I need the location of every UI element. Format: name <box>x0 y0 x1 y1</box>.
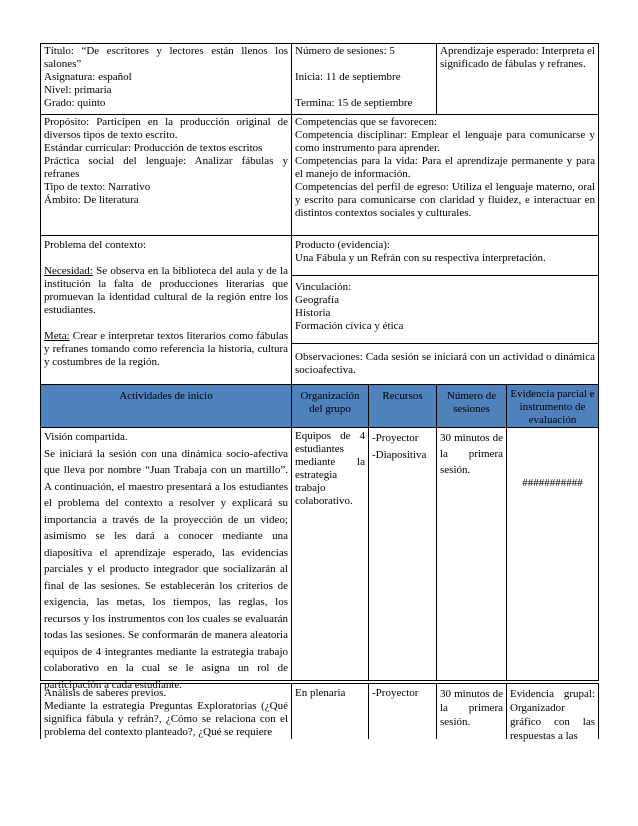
social-practice-text: Práctica social del lenguaje: Analizar fábulas y refranes <box>44 155 288 180</box>
sessions-time-cell <box>436 427 507 681</box>
activity-title: Visión compartida. <box>44 431 128 443</box>
resource-item: -Proyector <box>372 432 419 444</box>
evidence-cell <box>506 683 599 742</box>
goal-paragraph <box>44 330 288 369</box>
goal-label: Meta: <box>44 330 70 342</box>
organization-cell <box>291 427 369 681</box>
competencies-cell <box>291 114 599 236</box>
general-info-cell <box>40 43 292 115</box>
sessions-time-text: 30 minutos de la primera sesión. <box>440 432 503 476</box>
resource-item: -Proyector <box>372 687 419 699</box>
purpose-cell <box>40 114 292 236</box>
evidence-cell <box>506 427 599 681</box>
resources-cell <box>368 683 437 739</box>
linkage-item: Formación cívica y ética <box>295 320 404 332</box>
start-date-text: Inicia: 11 de septiembre <box>295 71 401 83</box>
evidence-text: Evidencia grupal: Organizador gráfico con las respuestas a las <box>510 688 595 742</box>
grade-text: Grado: quinto <box>44 97 106 109</box>
end-date-text: Termina: 15 de septiembre <box>295 97 413 109</box>
goal-text: Crear e interpretar textos literarios como fábulas y refranes tomando como referencia la historia, cultura y costumbres de la región. <box>44 330 288 368</box>
activity-cell <box>40 427 292 691</box>
life-competency-text: Competencias para la vida: Para el aprendizaje permanente y para el manejo de información. <box>295 155 595 180</box>
problem-cell <box>40 235 292 385</box>
linkage-item: Historia <box>295 307 331 319</box>
observations-cell <box>291 343 599 385</box>
header-organization: Organización del grupo <box>291 384 369 428</box>
resource-item: -Diapositiva <box>372 449 427 461</box>
title-text: Título: “De escritores y lectores están llenos los salones” <box>44 45 288 70</box>
product-cell <box>291 235 599 276</box>
product-text: Una Fábula y un Refrán con su respectiva interpretación. <box>295 252 546 264</box>
resources-cell <box>368 427 437 681</box>
header-sessions: Número de sesiones <box>436 384 507 428</box>
linkage-item: Geografía <box>295 294 339 306</box>
text-type-text: Tipo de texto: Narrativo <box>44 181 151 193</box>
expected-learning-text: Aprendizaje esperado: Interpreta el significado de fábulas y refranes. <box>440 45 595 70</box>
standard-text: Estándar curricular: Producción de textos escritos <box>44 142 263 154</box>
sessions-time-cell <box>436 683 507 739</box>
header-resources: Recursos <box>368 384 437 428</box>
level-text: Nivel: primaria <box>44 84 112 96</box>
header-evidence: Evidencia parcial e instrumento de evaluación <box>506 384 599 428</box>
activity-text: Se iniciará la sesión con una dinámica socio-afectiva que lleva por nombre “Juan Trabaja con un martillo”. A continuación, el maestro presentará a los estudiantes el problema del contexto a resolver y explicará su importancia a través de la proyección de un video; asimismo se les dará a conocer mediante una diapositiva el aprendizaje esperado, las evidencias parciales y el producto integrador que socializarán al final de las sesiones. Se establecerán los criterios de exigencia, las metas, los tiempos, las reglas, los recursos y los instrumentos con los cuales se evaluarán todas las sesiones. Se conformarán de manera aleatoria equipos de 4 integrantes mediante la estrategia trabajo colaborativo en la cual se le asigna un rol de participación a cada estudiante. <box>44 447 288 691</box>
linkage-title: Vinculación: <box>295 281 352 293</box>
purpose-text: Propósito: Participen en la producción original de diversos tipos de texto escrito. <box>44 116 288 141</box>
need-paragraph <box>44 265 288 317</box>
expected-learning-cell <box>436 43 599 115</box>
activity-cell <box>40 683 292 739</box>
profile-competency-text: Competencias del perfil de egreso: Utiliza el lenguaje materno, oral y escrito para comunicarse con claridad y fluidez, e interactuar en distintos contextos sociales y culturales. <box>295 181 595 219</box>
need-label: Necesidad: <box>44 265 93 277</box>
competencies-title: Competencias que se favorecen: <box>295 116 438 128</box>
organization-text: En plenaria <box>295 687 346 699</box>
header-activities: Actividades de inicio <box>40 384 292 428</box>
observations-text: Observaciones: Cada sesión se iniciará con un actividad o dinámica socioafectiva. <box>295 351 595 376</box>
activity-title: Análisis de saberes previos. <box>44 687 167 699</box>
scope-text: Ámbito: De literatura <box>44 194 139 206</box>
disciplinary-competency-text: Competencia disciplinar: Emplear el lenguaje para comunicarse y como instrumento para aprender. <box>295 129 595 154</box>
sessions-time-text: 30 minutos de la primera sesión. <box>440 688 503 728</box>
organization-text: Equipos de 4 estudiantes mediante la estrategia trabajo colaborativo. <box>295 430 365 507</box>
evidence-text: ########### <box>522 477 583 489</box>
subject-text: Asignatura: español <box>44 71 132 83</box>
linkage-cell <box>291 275 599 344</box>
product-title: Producto (evidencia): <box>295 239 390 251</box>
problem-title: Problema del contexto: <box>44 239 147 251</box>
sessions-count-text: Número de sesiones: 5 <box>295 45 395 57</box>
organization-cell <box>291 683 369 739</box>
activity-text: Mediante la estrategia Preguntas Exploratorias (¿Qué significa fábula y refrán?, ¿Cómo se relaciona con el problema del contexto planteado?, ¿Qué se requiere <box>44 700 288 738</box>
sessions-cell <box>291 43 437 115</box>
need-text: Se observa en la biblioteca del aula y de la institución la falta de producciones literarias que promuevan la identidad cultural de la región entre los estudiantes. <box>44 265 288 316</box>
